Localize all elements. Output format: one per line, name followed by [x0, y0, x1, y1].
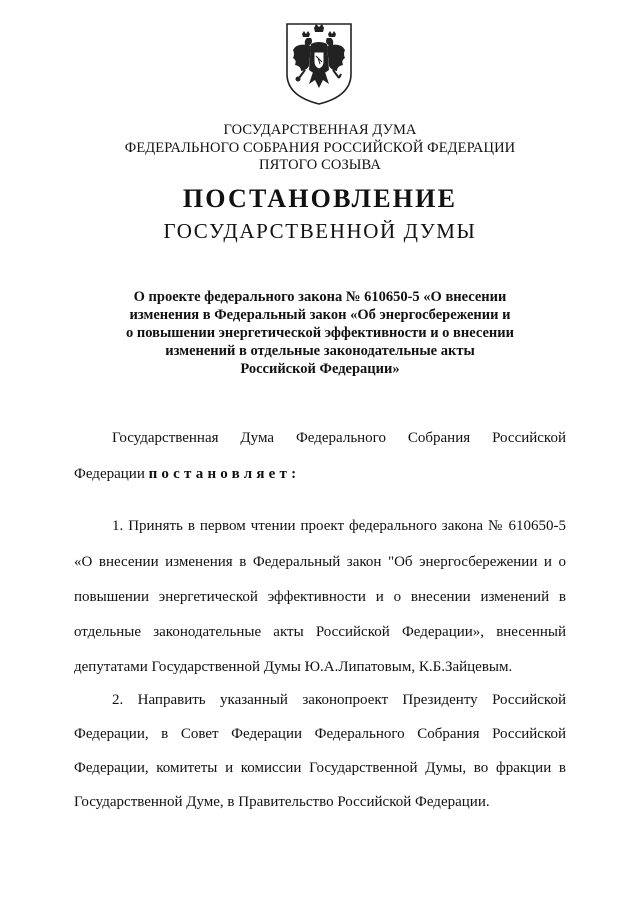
- item-1-line-2: «О внесении изменения в Федеральный закон "Об энергосбережении и о: [74, 554, 566, 570]
- enacting-word: постановляет:: [148, 466, 301, 482]
- header-line-1: ГОСУДАРСТВЕННАЯ ДУМА: [223, 122, 417, 138]
- item-1-line-1: 1. Принять в первом чтении проект федерального закона № 610650-5: [112, 518, 566, 534]
- item-1-line-4: отдельные законодательные акты Российской Федерации», внесенный: [74, 624, 566, 640]
- russian-coat-of-arms-emblem: [283, 20, 355, 106]
- item-1-row-2: [74, 552, 566, 572]
- item-1-row-3: [74, 587, 566, 607]
- item-2-paragraph: [112, 690, 566, 710]
- item-2-row-2: [74, 724, 566, 744]
- document-type-title: ПОСТАНОВЛЕНИЕ: [182, 184, 458, 213]
- item-2-line-4: Государственной Думе, в Правительство Российской Федерации.: [74, 794, 490, 810]
- item-2-row-3: [74, 758, 566, 778]
- item-1-line-3: повышении энергетической эффективности и о внесении изменений в: [74, 589, 566, 605]
- item-1-paragraph: [112, 516, 566, 536]
- subject-line-5: Российской Федерации»: [240, 361, 400, 377]
- issuing-body-header: [0, 122, 640, 175]
- preamble-line-1: Государственная Дума Федерального Собрания Российской: [112, 430, 566, 446]
- header-line-3: ПЯТОГО СОЗЫВА: [259, 157, 381, 173]
- item-1-row-4: [74, 622, 566, 642]
- item-1-line-5: депутатами Государственной Думы Ю.А.Липатовым, К.Б.Зайцевым.: [74, 659, 513, 675]
- subject-line-2: изменения в Федеральный закон «Об энергосбережении и: [129, 307, 511, 323]
- preamble-line-2-start: Федерации: [74, 466, 145, 482]
- document-issuer-subtitle: ГОСУДАРСТВЕННОЙ ДУМЫ: [163, 219, 477, 243]
- subject-line-4: изменений в отдельные законодательные акты: [165, 343, 475, 359]
- item-1-row-5: [74, 657, 566, 677]
- subject-line-3: о повышении энергетической эффективности и о внесении: [126, 325, 514, 341]
- header-line-2: ФЕДЕРАЛЬНОГО СОБРАНИЯ РОССИЙСКОЙ ФЕДЕРАЦИИ: [124, 139, 516, 156]
- preamble-paragraph: [112, 428, 566, 448]
- item-2-line-1: 2. Направить указанный законопроект Президенту Российской: [112, 692, 566, 708]
- preamble-line-2: [74, 464, 566, 484]
- item-2-row-4: [74, 792, 566, 812]
- subject-line-1: О проекте федерального закона № 610650-5 «О внесении: [133, 289, 507, 305]
- item-2-line-2: Федерации, в Совет Федерации Федерального Собрания Российской: [74, 726, 566, 742]
- resolution-subject: [100, 288, 540, 378]
- item-2-line-3: Федерации, комитеты и комиссии Государственной Думы, во фракции в: [74, 760, 566, 776]
